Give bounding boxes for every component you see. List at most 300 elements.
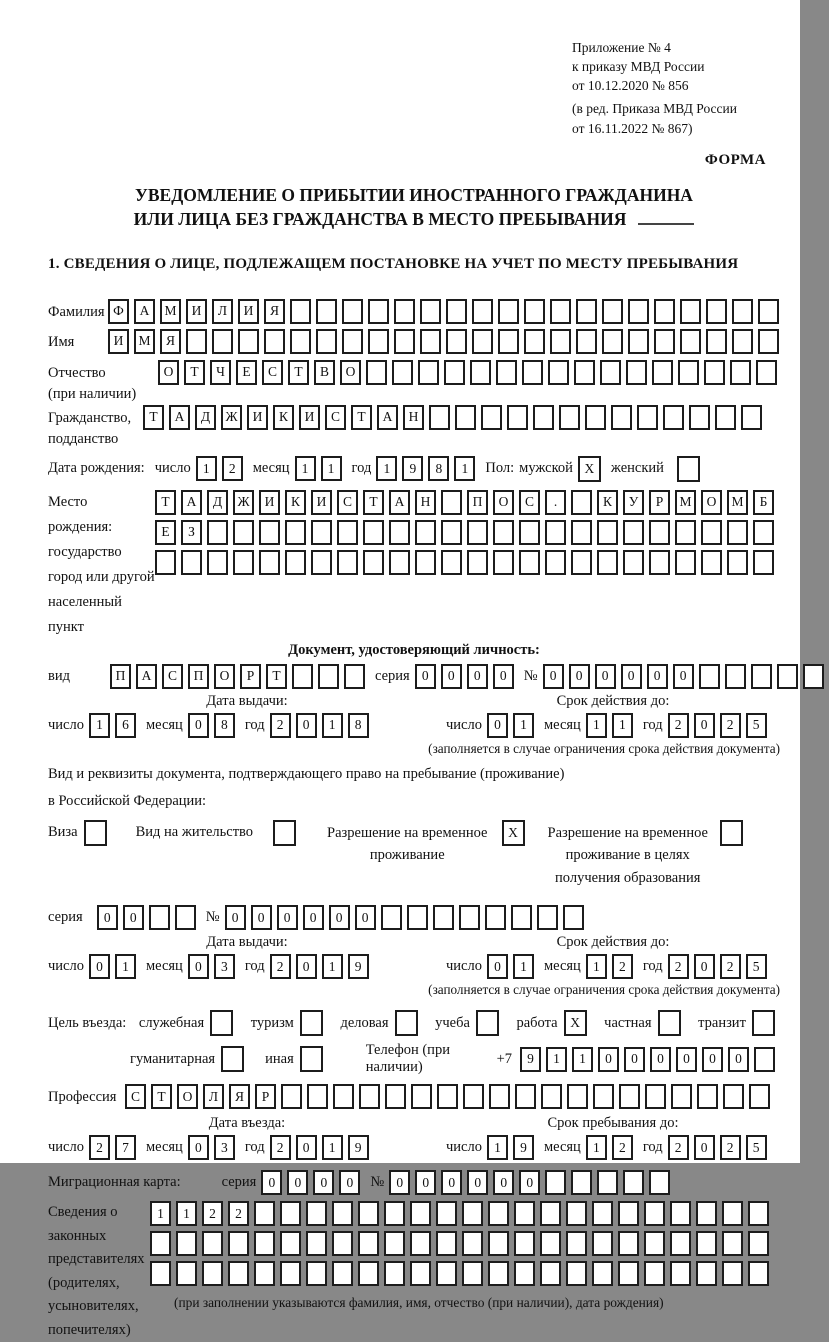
box-cell [749,1084,770,1109]
box-cell [756,360,777,385]
purpose-chastnaya-checkbox[interactable] [658,1010,686,1036]
id-doc-seriya-label: серия [374,667,410,684]
representatives-row1[interactable] [150,1201,774,1226]
entry-day[interactable] [89,1135,141,1160]
stay-until-title: Срок пребывания до: [547,1115,679,1132]
box-cell: X [502,820,525,846]
box-cell: 0 [493,664,514,689]
box-cell: 7 [115,1135,136,1160]
box-cell: О [158,360,179,385]
box-cell [715,405,736,430]
box-cell: 2 [720,713,741,738]
id-valid-year[interactable] [668,713,772,738]
box-cell [592,1261,613,1286]
box-cell [725,664,746,689]
box-cell [410,1201,431,1226]
entry-year[interactable] [270,1135,374,1160]
day-label: число [154,460,191,477]
permit-valid-year[interactable] [668,954,772,979]
box-cell [652,360,673,385]
box-cell [441,490,462,515]
box-cell [273,820,296,846]
box-cell: 1 [115,954,136,979]
id-doc-heading: Документ, удостоверяющий личность: [288,641,540,658]
purpose-inaya-checkbox[interactable] [300,1046,328,1072]
residence-doc-text: Вид и реквизиты документа, подтверждающего право на пребывание (проживание) в Российской Федерации: [48,765,565,810]
box-cell [519,520,540,545]
phone-label: Телефон (при наличии) [365,1042,450,1076]
box-cell [418,360,439,385]
box-cell [446,329,467,354]
box-cell [394,329,415,354]
box-cell [415,550,436,575]
box-cell [316,299,337,324]
box-cell: Т [288,360,309,385]
appendix-line: от 10.12.2020 № 856 [572,78,689,94]
visa-option [48,820,112,846]
box-cell: Е [236,360,257,385]
id-issue-month[interactable] [188,713,240,738]
stay-month[interactable] [586,1135,638,1160]
male-checkbox[interactable] [578,456,606,482]
box-cell: Р [255,1084,276,1109]
box-cell: 0 [519,1170,540,1195]
box-cell: 0 [287,1170,308,1195]
box-cell [384,1261,405,1286]
appendix-line: к приказу МВД России [572,59,705,75]
edu-permit-checkbox[interactable] [720,820,748,846]
box-cell [481,405,502,430]
profession-boxes[interactable] [125,1084,775,1109]
female-label: женский [610,460,664,477]
box-cell: 2 [720,954,741,979]
permit-seriya-boxes[interactable] [97,905,201,930]
phone-boxes[interactable] [520,1047,780,1072]
box-cell [467,550,488,575]
box-cell [559,405,580,430]
purpose-gumanitarnaya: гуманитарная [130,1046,249,1072]
form-title [48,183,780,232]
permit-issue-year[interactable] [270,954,374,979]
box-cell [585,405,606,430]
box-cell [155,550,176,575]
box-cell: С [162,664,183,689]
box-cell: И [108,329,129,354]
box-cell: Я [264,299,285,324]
id-issue-year[interactable] [270,713,374,738]
box-cell: 1 [295,456,316,481]
purpose-delovaya: деловая [340,1010,422,1036]
box-cell [515,1084,536,1109]
box-cell [706,329,727,354]
box-cell [533,405,554,430]
forma-label: ФОРМА [704,151,766,168]
purpose-ucheba: учеба [435,1010,504,1036]
box-cell [337,520,358,545]
box-cell [202,1261,223,1286]
box-cell [411,1084,432,1109]
permit-valid-note: (заполняется в случае ограничения срока действия документа) [428,982,780,998]
patronymic-boxes[interactable] [158,360,782,385]
box-cell [476,1010,499,1036]
birth-place-row2[interactable] [155,520,779,545]
box-cell: 0 [493,1170,514,1195]
box-cell [384,1231,405,1256]
box-cell [332,1201,353,1226]
box-cell: 0 [261,1170,282,1195]
box-cell [670,1261,691,1286]
box-cell [654,299,675,324]
box-cell [649,550,670,575]
box-cell [696,1231,717,1256]
box-cell [84,820,107,846]
migration-card-row: Миграционная карта: серия 0 0 0 0 № 0 0 0 0 0 0 [48,1170,780,1195]
box-cell [748,1201,769,1226]
box-cell [463,1084,484,1109]
box-cell: 0 [188,1135,209,1160]
box-cell [545,550,566,575]
permit-valid-month[interactable] [586,954,638,979]
box-cell: 3 [214,954,235,979]
box-cell: 0 [296,1135,317,1160]
box-cell: Ч [210,360,231,385]
residence-permit-label: Вид на жительство [135,823,254,840]
box-cell [677,456,700,482]
profession-label: Профессия [48,1089,117,1106]
box-cell: Р [240,664,261,689]
box-cell [290,299,311,324]
id-doc-seriya-boxes[interactable] [415,664,519,689]
box-cell [597,520,618,545]
permit-serial-row: серия 0 0 № 0 0 0 0 0 0 [48,905,780,930]
box-cell: 0 [89,954,110,979]
box-cell: 0 [296,713,317,738]
box-cell: 0 [123,905,144,930]
permit-valid-day[interactable] [487,954,539,979]
box-cell: П [188,664,209,689]
box-cell [597,550,618,575]
box-cell [358,1231,379,1256]
box-cell: 0 [467,1170,488,1195]
residence-doc-options [48,820,780,889]
box-cell [485,905,506,930]
box-cell: 1 [487,1135,508,1160]
box-cell [571,520,592,545]
box-cell [389,550,410,575]
box-cell [333,1084,354,1109]
year-label: год [351,460,372,477]
birth-year-boxes[interactable] [376,456,480,481]
permit-issue-day[interactable] [89,954,141,979]
box-cell: П [467,490,488,515]
box-cell [342,299,363,324]
box-cell [567,1084,588,1109]
id-valid-note: (заполняется в случае ограничения срока действия документа) [428,740,780,756]
temp-permit-option [327,820,529,867]
box-cell: С [519,490,540,515]
box-cell [680,299,701,324]
box-cell [436,1261,457,1286]
box-cell: 0 [467,664,488,689]
representatives-note: (при заполнении указываются фамилия, имя, отчество (при наличии), дата рождения) [174,1295,664,1311]
purpose-gumanitarnaya-checkbox[interactable] [221,1046,249,1072]
box-cell: 0 [694,713,715,738]
purpose-tranzit: транзит [698,1010,780,1036]
box-cell [280,1201,301,1226]
box-cell [576,329,597,354]
box-cell: 9 [348,954,369,979]
box-cell: 0 [650,1047,671,1072]
box-cell [732,299,753,324]
box-cell: 3 [214,1135,235,1160]
residence-permit-checkbox[interactable] [273,820,301,846]
box-cell [550,299,571,324]
box-cell [470,360,491,385]
box-cell [344,664,365,689]
representatives-row2[interactable] [150,1231,774,1256]
visa-checkbox[interactable] [84,820,112,846]
box-cell [696,1261,717,1286]
box-cell: 2 [668,954,689,979]
entry-month[interactable] [188,1135,240,1160]
id-doc-no-boxes[interactable] [543,664,829,689]
box-cell [678,360,699,385]
box-cell [722,1231,743,1256]
box-cell: 0 [487,713,508,738]
purpose-chastnaya: частная [604,1010,685,1036]
box-cell [441,550,462,575]
box-cell: 1 [454,456,475,481]
box-cell [366,360,387,385]
purpose-rabota-checkbox[interactable] [564,1010,592,1036]
box-cell [566,1201,587,1226]
box-cell [420,299,441,324]
box-cell [727,520,748,545]
birth-place-row3[interactable] [155,550,779,575]
box-cell: 0 [676,1047,697,1072]
citizenship-boxes[interactable] [143,405,767,430]
box-cell [462,1231,483,1256]
box-cell [723,1084,744,1109]
month-label: месяц [252,460,290,477]
box-cell [511,905,532,930]
box-cell: 0 [441,1170,462,1195]
box-cell [254,1201,275,1226]
box-cell: Я [160,329,181,354]
box-cell [514,1201,535,1226]
box-cell [462,1261,483,1286]
box-cell [316,329,337,354]
box-cell [228,1231,249,1256]
box-cell [394,299,415,324]
purpose-turizm: туризм [251,1010,328,1036]
temp-permit-checkbox[interactable] [502,820,530,846]
permit-issue-title: Дата выдачи: [206,934,288,951]
permit-issue-month[interactable] [188,954,240,979]
box-cell [363,550,384,575]
box-cell [777,664,798,689]
box-cell: Б [753,490,774,515]
box-cell: В [314,360,335,385]
box-cell: 0 [728,1047,749,1072]
box-cell [753,520,774,545]
name-row [48,329,780,354]
box-cell: 2 [720,1135,741,1160]
purpose-sluzhebnaya: служебная [139,1010,238,1036]
representatives-boxes [150,1201,774,1311]
id-valid-day[interactable] [487,713,539,738]
box-cell [254,1261,275,1286]
box-cell [462,1201,483,1226]
box-cell [524,299,545,324]
box-cell [467,520,488,545]
box-cell: Т [151,1084,172,1109]
id-issue-day[interactable] [89,713,141,738]
purpose-delovaya-checkbox[interactable] [395,1010,423,1036]
migration-card-no-boxes[interactable] [389,1170,675,1195]
box-cell: М [134,329,155,354]
box-cell [186,329,207,354]
stay-year[interactable] [668,1135,772,1160]
birth-date-label: Дата рождения: [48,460,145,477]
box-cell [472,299,493,324]
box-cell [436,1231,457,1256]
box-cell [574,360,595,385]
box-cell [358,1261,379,1286]
box-cell [384,1201,405,1226]
box-cell: 0 [188,713,209,738]
surname-boxes[interactable] [108,299,784,324]
box-cell: Л [203,1084,224,1109]
box-cell [290,329,311,354]
box-cell [675,520,696,545]
box-cell [514,1231,535,1256]
box-cell [566,1231,587,1256]
box-cell [381,905,402,930]
box-cell: К [285,490,306,515]
representatives-block [48,1201,780,1342]
citizenship-row [48,405,780,450]
box-cell [392,360,413,385]
purpose-ucheba-checkbox[interactable] [476,1010,504,1036]
box-cell [644,1261,665,1286]
box-cell: Я [229,1084,250,1109]
box-cell: 2 [270,1135,291,1160]
edu-permit-option [548,820,748,889]
box-cell: О [340,360,361,385]
migration-card-seriya-boxes[interactable] [261,1170,365,1195]
patronymic-row [48,360,780,405]
box-cell [548,360,569,385]
box-cell [150,1261,171,1286]
box-cell [318,664,339,689]
box-cell: 0 [543,664,564,689]
box-cell [436,1201,457,1226]
box-cell: К [273,405,294,430]
box-cell: X [564,1010,587,1036]
box-cell [259,550,280,575]
box-cell: Н [415,490,436,515]
box-cell [202,1231,223,1256]
id-valid-month[interactable] [586,713,638,738]
box-cell: 0 [621,664,642,689]
box-cell [670,1201,691,1226]
box-cell: 0 [441,664,462,689]
stay-day[interactable] [487,1135,539,1160]
birth-day-boxes[interactable] [196,456,248,481]
box-cell [618,1261,639,1286]
box-cell: О [493,490,514,515]
id-doc-row [48,664,780,689]
birth-month-boxes[interactable] [295,456,347,481]
permit-no-boxes[interactable] [225,905,589,930]
box-cell [571,550,592,575]
box-cell [644,1201,665,1226]
appendix-block [572,38,780,138]
purpose-tranzit-checkbox[interactable] [752,1010,780,1036]
box-cell [488,1261,509,1286]
purpose-sluzhebnaya-checkbox[interactable] [210,1010,238,1036]
box-cell: Ф [108,299,129,324]
representatives-row3[interactable] [150,1261,774,1286]
box-cell [207,520,228,545]
box-cell: 0 [389,1170,410,1195]
name-boxes[interactable] [108,329,784,354]
box-cell: 0 [251,905,272,930]
title-blank-line [638,223,694,225]
box-cell: Т [351,405,372,430]
box-cell [212,329,233,354]
box-cell: О [177,1084,198,1109]
box-cell: 1 [150,1201,171,1226]
box-cell [306,1261,327,1286]
box-cell: Ж [221,405,242,430]
box-cell: И [186,299,207,324]
box-cell: 1 [176,1201,197,1226]
box-cell: 5 [746,1135,767,1160]
box-cell [540,1231,561,1256]
box-cell: С [262,360,283,385]
box-cell: 1 [321,456,342,481]
box-cell [537,905,558,930]
birth-place-row1[interactable] [155,490,779,515]
entry-purpose-row [48,1010,780,1036]
box-cell [459,905,480,930]
form-title-line2: ИЛИ ЛИЦА БЕЗ ГРАЖДАНСТВА В МЕСТО ПРЕБЫВАНИЯ [48,207,780,232]
female-checkbox[interactable] [677,456,705,482]
box-cell: П [110,664,131,689]
temp-permit-label: Разрешение на временное проживание [327,824,488,864]
box-cell [264,329,285,354]
representatives-labels: Сведения о законных представителях (родителях, усыновителях, попечителях) [48,1204,145,1338]
box-cell [803,664,824,689]
edu-permit-label: Разрешение на временное проживание в целях получения образования [547,824,708,886]
box-cell [699,664,720,689]
box-cell [592,1201,613,1226]
purpose-turizm-checkbox[interactable] [300,1010,328,1036]
box-cell [358,1201,379,1226]
id-doc-type-boxes[interactable] [110,664,370,689]
box-cell [680,329,701,354]
box-cell [433,905,454,930]
box-cell: 0 [415,664,436,689]
appendix-note-line: (в ред. Приказа МВД России [572,101,737,117]
box-cell [545,1170,566,1195]
box-cell: 2 [612,954,633,979]
box-cell [368,329,389,354]
residence-permit-option [136,820,301,846]
box-cell: 8 [348,713,369,738]
